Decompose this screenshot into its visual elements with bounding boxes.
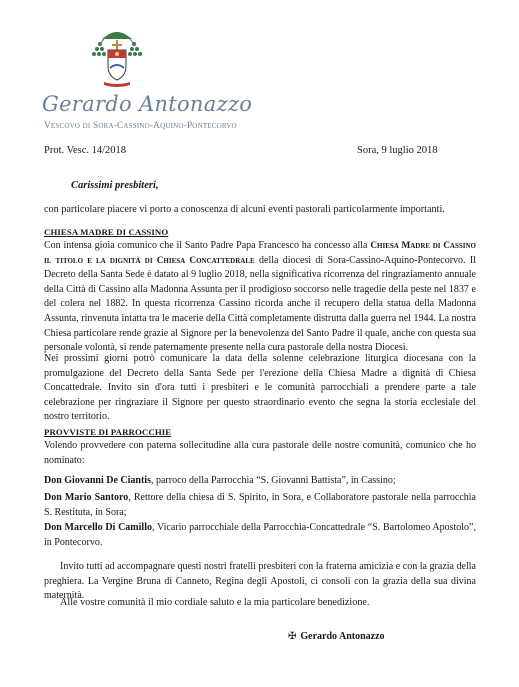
letterhead-bishop-title: Vescovo di Sora-Cassino-Aquino-Pontecorvo [44, 121, 237, 131]
paragraph-appointments-intro: Volendo provvedere con paterna sollecitudine alla cura pastorale delle nostre comunità, comunico che ho nominato: [44, 440, 476, 466]
episcopal-coat-of-arms-icon [88, 26, 146, 90]
appointment-item [44, 521, 476, 550]
signature [288, 631, 385, 642]
appointee-name: Don Giovanni De Ciantis [44, 475, 151, 486]
appointee-role: , Rettore della chiesa di S. Spirito, in Sora, e Collaboratore pastorale nella parrocchia S. Restituta, in Sora; [44, 492, 476, 518]
paragraph-text: della diocesi di Sora-Cassino-Aquino-Pontecorvo. Il Decreto della Santa Sede è datato al 9 luglio 2018, nella significativa ricorrenza del ringraziamento annuale della Città di Cassino alla Madonna Assunta per il prodigioso soccorso nelle tragedie della peste nel 1837 e del colera nel 1882. In questa ricorrenza Cassino ricorda anche il recupero della statua della Madonna Assunta, rinvenuta intatta tra le macerie della Città completamente distrutta dalla guerra nel 1944. La nostra Chiesa particolare rende grazie al Signore per la benevolenza del Santo Padre il quale, anche con questa sua personale volontà, si rende paternamente presente nella cura pastorale della nostra Diocesi. [44, 254, 476, 354]
paragraph-celebration-invite: Nei prossimi giorni potrò comunicare la data della solenne celebrazione liturgica diocesana con la promulgazione del Decreto della Santa Sede per l'erezione della Chiesa Madre a dignità di Chiesa Concattedrale. Invito sin d'ora tutti i presbiteri e le comunità parrocchiali a prendere parte a tale celebrazione per ringraziare il Signore per questo straordinario evento che segna la storia ecclesiale del nostro territorio. [44, 353, 476, 423]
paragraph-prayer-invite: Invito tutti ad accompagnare questi nostri fratelli presbiteri con la fraterna amicizia e con la grazia della preghiera. La Vergine Bruna di Canneto, Regina degli Apostoli, ci consoli con la grazia della sua divina maternità. [44, 561, 476, 602]
appointee-role: , parroco della Parrocchia “S. Giovanni Battista”, in Cassino; [150, 475, 396, 486]
closing-greeting: Alle vostre comunità il mio cordiale saluto e la mia particolare benedizione. [60, 597, 370, 608]
intro-sentence: con particolare piacere vi porto a conoscenza di alcuni eventi pastorali particolarmente importanti. [44, 204, 445, 215]
paragraph-text: Con intensa gioia comunico che il Santo Padre Papa Francesco ha concesso alla [44, 240, 371, 251]
appointee-role: , Vicario parrocchiale della Parrocchia-Concattedrale “S. Bartolomeo Apostolo”, in Pontecorvo. [44, 522, 476, 548]
appointment-item [44, 474, 476, 489]
signature-name: Gerardo Antonazzo [300, 631, 385, 642]
appointment-item [44, 491, 476, 520]
appointee-name: Don Mario Santoro [44, 492, 129, 503]
paragraph-concathedral-announcement [44, 239, 476, 356]
section-heading-parishes: PROVVISTE DI PARROCCHIE [44, 427, 172, 437]
salutation: Carissimi presbiteri, [71, 180, 159, 191]
protocol-number: Prot. Vesc. 14/2018 [44, 145, 127, 156]
episcopal-cross-icon: ✠ [288, 631, 297, 642]
section-heading-cassino: CHIESA MADRE DI CASSINO [44, 227, 169, 237]
letterhead-bishop-name: Gerardo Antonazzo [42, 92, 253, 116]
appointee-name: Don Marcello Di Camillo [44, 522, 152, 533]
letter-date: Sora, 9 luglio 2018 [357, 145, 438, 156]
concathedral-title-emphasis: Chiesa Madre di Cassino il titolo e la dignità di Chiesa Concattedrale [44, 241, 476, 266]
